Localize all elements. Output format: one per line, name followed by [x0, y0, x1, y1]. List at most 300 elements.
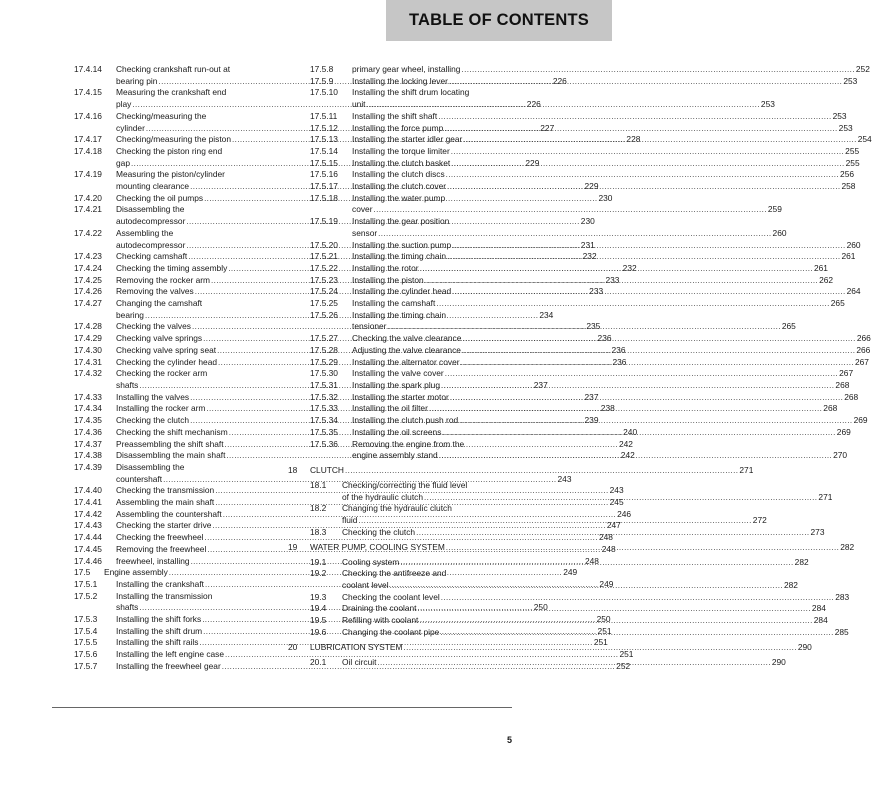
- toc-entry-text: Checking the timing assembly: [116, 262, 228, 273]
- toc-entry-page: 233: [589, 286, 604, 297]
- header-title: TABLE OF CONTENTS: [408, 11, 589, 29]
- toc-entry-text: Checking/measuring the: [116, 110, 207, 121]
- toc-entry-number: 17.4.43: [74, 520, 102, 531]
- toc-entry-line: [342, 627, 849, 639]
- toc-entry-line: [352, 380, 849, 392]
- toc-entry-line: [352, 286, 861, 298]
- toc-entry-text: WATER PUMP, COOLING SYSTEM: [310, 541, 445, 552]
- toc-entry-title: [310, 542, 854, 554]
- toc-entry-line: [352, 251, 855, 263]
- toc-entry-page: 240: [623, 426, 638, 437]
- toc-entry-number: 17.4.46: [74, 555, 102, 566]
- toc-entry-number: 17.5.28: [310, 344, 338, 355]
- toc-entry[interactable]: [288, 465, 754, 477]
- toc-entry-text: Installing the shift drum locating: [352, 87, 470, 98]
- toc-entry-number: 18.2: [310, 503, 327, 514]
- toc-entry-number: 19.2: [310, 568, 327, 579]
- toc-entry-page: 229: [584, 181, 599, 192]
- toc-entry-page: 236: [611, 344, 626, 355]
- toc-entry-title: [342, 592, 849, 604]
- toc-entry-line: [352, 439, 847, 451]
- toc-entry-line: [352, 392, 858, 404]
- toc-entry-page: 250: [596, 614, 611, 625]
- toc-entry-line: [352, 321, 796, 333]
- toc-entry-page: 268: [823, 403, 838, 414]
- toc-entry-page: 245: [609, 497, 624, 508]
- toc-entry-number: 17.5.15: [310, 157, 338, 168]
- toc-entry-text: Oil circuit: [342, 656, 377, 667]
- toc-entry-title: [352, 263, 828, 275]
- toc-entry-number: 17.4.45: [74, 543, 102, 554]
- toc-entry-number: 17.5.19: [310, 216, 338, 227]
- dot-leader: [436, 298, 829, 310]
- toc-entry-text: Draining the coolant: [342, 603, 417, 614]
- dot-leader: [452, 286, 845, 298]
- toc-entry-text: Checking the freewheel: [116, 532, 204, 543]
- toc-entry-number: 17.5.26: [310, 309, 338, 320]
- toc-entry-page: 242: [618, 438, 633, 449]
- toc-entry-line: [342, 603, 826, 615]
- toc-entry-number: 17.4.15: [74, 87, 102, 98]
- toc-entry-text: Changing the coolant pipe: [342, 626, 440, 637]
- toc-entry-line: [310, 465, 753, 477]
- toc-entry-text: Installing the clutch basket: [352, 157, 451, 168]
- toc-entry-line: [352, 123, 853, 135]
- toc-entry-page: 228: [626, 134, 641, 145]
- toc-entry-page: 258: [841, 181, 856, 192]
- toc-entry-page: 290: [797, 641, 812, 652]
- toc-entry-title: [352, 123, 853, 135]
- toc-entry-text: fluid: [342, 515, 358, 526]
- toc-entry-text: cover: [352, 204, 373, 215]
- toc-entry-text: Changing the camshaft: [116, 298, 203, 309]
- dot-leader: [387, 321, 780, 333]
- toc-entry-line: [342, 527, 824, 539]
- toc-entry-number: 17.4.40: [74, 485, 102, 496]
- dot-leader: [373, 204, 766, 216]
- toc-entry-text: Installing the crankshaft: [116, 578, 204, 589]
- toc-entry-line: [342, 557, 809, 569]
- toc-entry-line: [342, 568, 798, 580]
- toc-entry-text: Installing the starter idler gear: [352, 134, 463, 145]
- dot-leader: [462, 345, 855, 357]
- toc-entry-number: 18: [288, 465, 298, 476]
- toc-entry-page: 248: [598, 532, 613, 543]
- toc-entry-line: [352, 450, 847, 462]
- toc-entry-line: [352, 146, 859, 158]
- dot-leader: [446, 169, 839, 181]
- dot-leader: [461, 357, 854, 369]
- toc-entry-number: 17.5.31: [310, 379, 338, 390]
- toc-entry[interactable]: [74, 649, 634, 661]
- toc-entry-text: Removing the engine from the: [352, 438, 465, 449]
- dot-leader: [377, 657, 770, 669]
- toc-entry-page: 250: [533, 602, 548, 613]
- toc-entry-page: 252: [616, 660, 631, 671]
- dot-leader: [429, 403, 822, 415]
- toc-entry-line: [310, 642, 812, 654]
- toc-entry-page: 271: [818, 491, 833, 502]
- toc-entry-text: Preassembling the shift shaft: [116, 438, 224, 449]
- toc-entry-page: 246: [617, 508, 632, 519]
- toc-entry-title: [352, 403, 837, 415]
- dot-leader: [441, 592, 834, 604]
- toc-entry-text: Refilling with coolant: [342, 615, 419, 626]
- dot-leader: [390, 580, 783, 592]
- toc-entry-page: 255: [845, 145, 860, 156]
- dot-leader: [425, 275, 818, 287]
- dot-leader: [459, 415, 852, 427]
- toc-entry-page: 237: [533, 379, 548, 390]
- toc-entry-page: 282: [783, 579, 798, 590]
- toc-entry-page: 242: [620, 450, 635, 461]
- toc-entry-title: [342, 603, 826, 615]
- toc-entry-line: [352, 99, 775, 111]
- toc-entry-title: [352, 298, 845, 310]
- toc-entry-text: Installing the piston: [352, 274, 424, 285]
- toc-entry-page: 234: [539, 309, 554, 320]
- toc-entry-page: 290: [771, 656, 786, 667]
- toc-entry-title: [352, 146, 859, 158]
- toc-entry-number: 17.5.7: [74, 660, 98, 671]
- toc-entry-number: 17.4.19: [74, 169, 102, 180]
- toc-entry-number: 19: [288, 541, 298, 552]
- toc-entry[interactable]: [288, 145, 860, 158]
- toc-entry-line: [342, 492, 832, 504]
- toc-entry-number: 17.4.27: [74, 298, 102, 309]
- toc-entry-text: shafts: [116, 602, 139, 613]
- toc-entry-line: [352, 427, 851, 439]
- toc-entry-page: 267: [839, 368, 854, 379]
- toc-entry-text: Installing the torque limiter: [352, 145, 450, 156]
- toc-entry-page: 231: [580, 239, 595, 250]
- toc-entry-page: 261: [813, 262, 828, 273]
- toc-entry-text: Checking valve springs: [116, 333, 203, 344]
- toc-entry-text: Changing the hydraulic clutch: [342, 503, 452, 514]
- toc-entry-page: 253: [832, 110, 847, 121]
- toc-entry-text: Checking the oil pumps: [116, 192, 204, 203]
- toc-entry[interactable]: [74, 532, 613, 544]
- toc-entry-page: 260: [772, 227, 787, 238]
- toc-entry-text: Installing the gear position: [352, 216, 450, 227]
- toc-entry-number: 17.4.20: [74, 192, 102, 203]
- toc-entry-text: Checking camshaft: [116, 251, 188, 262]
- toc-entry-page: 243: [557, 473, 572, 484]
- dot-leader: [450, 392, 843, 404]
- toc-entry-line: [352, 345, 870, 357]
- toc-entry-title: [342, 480, 832, 503]
- toc-entry[interactable]: [288, 64, 870, 76]
- toc-entry-title: [342, 568, 798, 591]
- toc-entry-number: 17.5.25: [310, 298, 338, 309]
- toc-entry-title: [352, 368, 853, 380]
- toc-entry-number: 17.4.38: [74, 450, 102, 461]
- toc-entry-text: Checking the cylinder head: [116, 356, 218, 367]
- toc-entry-title: [352, 111, 847, 123]
- toc-entry-page: 256: [840, 169, 855, 180]
- toc-entry-text: Checking the starter drive: [116, 520, 212, 531]
- toc-entry-number: 17.5.5: [74, 637, 98, 648]
- toc-entry-page: 282: [794, 556, 809, 567]
- toc-entry[interactable]: [288, 298, 845, 310]
- toc-entry-number: 19.1: [310, 556, 327, 567]
- toc-entry-number: 18.3: [310, 526, 327, 537]
- toc-entry[interactable]: [288, 368, 854, 380]
- toc-entry-text: Installing the rocker arm: [116, 403, 206, 414]
- toc-entry-text: coolant level: [342, 579, 389, 590]
- dot-leader: [462, 333, 855, 345]
- toc-entry-page: 249: [599, 578, 614, 589]
- toc-entry-page: 238: [600, 403, 615, 414]
- toc-entry-line: [342, 592, 849, 604]
- toc-entry-page: 284: [811, 603, 826, 614]
- toc-entry-page: 272: [752, 515, 767, 526]
- dot-leader: [447, 251, 840, 263]
- footer-rule: [52, 707, 512, 708]
- toc-entry-text: Installing the camshaft: [352, 298, 436, 309]
- toc-entry-number: 17.5.35: [310, 426, 338, 437]
- toc-entry-page: 251: [619, 649, 634, 660]
- toc-entry-number: 17.4.14: [74, 64, 102, 74]
- toc-entry-text: Checking the transmission: [116, 485, 215, 496]
- toc-entry-title: [342, 615, 828, 627]
- toc-entry-page: 259: [767, 204, 782, 215]
- toc-entry-title: [310, 465, 753, 477]
- toc-entry-text: Installing the force pump: [352, 122, 444, 133]
- toc-entry-title: [352, 275, 833, 287]
- toc-entry-title: [352, 216, 787, 239]
- toc-entry-line: [342, 615, 828, 627]
- toc-entry-text: Installing the shift shaft: [352, 110, 438, 121]
- toc-entry[interactable]: [288, 169, 855, 181]
- toc-entry-number: 17.5.27: [310, 333, 338, 344]
- dot-leader: [419, 615, 812, 627]
- toc-entry-number: 17.5: [74, 567, 91, 578]
- toc-entry-number: 17.4.35: [74, 415, 102, 426]
- dot-leader: [418, 603, 811, 615]
- toc-entry-page: 284: [813, 615, 828, 626]
- dot-leader: [424, 492, 817, 504]
- toc-entry-title: [352, 181, 855, 193]
- toc-entry-page: 230: [580, 216, 595, 227]
- toc-entry-line: [352, 193, 782, 205]
- toc-entry-text: sensor: [352, 227, 378, 238]
- toc-entry-page: 269: [836, 426, 851, 437]
- toc-entry-number: 17.5.18: [310, 192, 338, 203]
- toc-entry-number: 17.5.17: [310, 181, 338, 192]
- toc-entry-text: bearing pin: [116, 75, 158, 86]
- toc-entry-text: engine assembly stand: [352, 450, 438, 461]
- toc-entry-text: Disassembling the main shaft: [116, 450, 226, 461]
- toc-entry-page: 268: [835, 379, 850, 390]
- toc-entry-number: 17.4.26: [74, 286, 102, 297]
- toc-entry-page: 226: [552, 75, 567, 86]
- toc-entry-number: 17.5.34: [310, 415, 338, 426]
- toc-entry-text: shafts: [116, 379, 139, 390]
- toc-entry-text: Adjusting the valve clearance: [352, 344, 461, 355]
- toc-entry-text: Removing the valves: [116, 286, 194, 297]
- toc-entry-title: [352, 158, 860, 170]
- toc-entry-page: 247: [606, 520, 621, 531]
- toc-entry-number: 17.5.2: [74, 590, 98, 601]
- toc-entry-line: [352, 228, 787, 240]
- toc-entry-page: 265: [830, 298, 845, 309]
- toc-entry-page: 255: [845, 157, 860, 168]
- toc-entry-number: 17.5.10: [310, 87, 338, 98]
- toc-entry-number: 17.5.32: [310, 391, 338, 402]
- toc-entry-page: 233: [605, 274, 620, 285]
- toc-entry-title: [342, 657, 786, 669]
- toc-entry-number: 17.5.23: [310, 274, 338, 285]
- toc-entry-line: [352, 158, 860, 170]
- toc-entry-text: tensioner: [352, 321, 387, 332]
- toc-entry-page: 248: [584, 555, 599, 566]
- toc-entry-text: Checking/correcting the fluid level: [342, 479, 468, 490]
- toc-entry-text: bearing: [116, 309, 144, 320]
- dot-leader: [451, 158, 844, 170]
- toc-entry-line: [342, 515, 767, 527]
- toc-entry-title: [352, 380, 849, 392]
- toc-entry-number: 19.3: [310, 591, 327, 602]
- toc-entry-title: [352, 392, 858, 404]
- toc-entry-number: 17.5.30: [310, 368, 338, 379]
- toc-entry-text: Installing the clutch discs: [352, 169, 445, 180]
- toc-entry-line: [352, 333, 871, 345]
- toc-entry-number: 17.5.1: [74, 578, 98, 589]
- toc-entry-text: Disassembling the: [116, 461, 185, 472]
- toc-entry-title: [352, 333, 871, 345]
- toc-entry-number: 19.4: [310, 603, 327, 614]
- toc-entry-page: 243: [609, 485, 624, 496]
- toc-entry-title: [310, 642, 812, 654]
- toc-entry-page: 282: [840, 541, 855, 552]
- toc-entry-text: Installing the shift drum: [116, 625, 203, 636]
- toc-entry-page: 236: [612, 356, 627, 367]
- toc-entry-page: 251: [593, 637, 608, 648]
- toc-entry-page: 251: [597, 625, 612, 636]
- toc-entry[interactable]: [288, 110, 847, 123]
- toc-entry-title: [342, 503, 767, 526]
- toc-entry-page: 271: [739, 465, 754, 476]
- toc-entry-line: [352, 87, 775, 99]
- toc-entry-text: autodecompressor: [116, 216, 186, 227]
- toc-entry-text: mounting clearance: [116, 181, 190, 192]
- toc-entry-number: 17.5.36: [310, 438, 338, 449]
- toc-entry-title: [352, 76, 857, 88]
- toc-entry-number: 17.4.25: [74, 274, 102, 285]
- toc-entry-line: [342, 657, 786, 669]
- toc-entry-text: Checking crankshaft run-out at: [116, 64, 231, 74]
- toc-entry-title: [352, 439, 847, 462]
- toc-entry-number: 17.5.29: [310, 356, 338, 367]
- toc-entry-text: Installing the cylinder head: [352, 286, 452, 297]
- toc-entry-text: Checking the valve clearance: [352, 333, 462, 344]
- toc-entry-text: LUBRICATION SYSTEM: [310, 641, 403, 652]
- toc-entry-text: play: [116, 99, 132, 110]
- toc-entry-title: [352, 286, 861, 298]
- toc-entry-text: Installing the timing chain: [352, 251, 447, 262]
- toc-entry-text: Checking/measuring the piston: [116, 134, 231, 145]
- dot-leader: [444, 123, 837, 135]
- toc-entry-page: 253: [838, 122, 853, 133]
- toc-entry-text: Installing the valve cover: [352, 368, 444, 379]
- toc-entry-number: 17.4.16: [74, 110, 102, 121]
- toc-entry-page: 254: [857, 134, 872, 145]
- toc-entry-text: Checking the valves: [116, 321, 191, 332]
- toc-entry-page: 249: [563, 567, 578, 578]
- toc-entry-text: Checking the shift mechanism: [116, 426, 228, 437]
- toc-entry-number: 17.4.18: [74, 145, 102, 156]
- dot-leader: [345, 465, 738, 477]
- toc-entry-text: Checking the clutch: [342, 526, 416, 537]
- toc-entry-text: Removing the rocker arm: [116, 274, 211, 285]
- toc-entry-number: 17.5.33: [310, 403, 338, 414]
- toc-entry-number: 17.4.41: [74, 497, 102, 508]
- toc-entry-page: 236: [597, 333, 612, 344]
- toc-entry-line: [310, 542, 854, 554]
- toc-entry-page: 266: [856, 344, 871, 355]
- toc-entry-page: 261: [841, 251, 856, 262]
- toc-entry-number: 17.4.37: [74, 438, 102, 449]
- toc-entry-title: [352, 345, 870, 357]
- dot-leader: [463, 134, 856, 146]
- toc-entry-page: 226: [526, 99, 541, 110]
- dot-leader: [420, 263, 813, 275]
- toc-entry-page: 264: [846, 286, 861, 297]
- toc-entry-line: [352, 310, 796, 322]
- toc-entry-number: 18.1: [310, 479, 327, 490]
- toc-entry-number: 19.5: [310, 615, 327, 626]
- toc-entry-number: 17.4.24: [74, 262, 102, 273]
- toc-entry-text: Installing the clutch cover: [352, 181, 447, 192]
- toc-entry-page: 260: [846, 239, 861, 250]
- toc-entry-number: 17.4.44: [74, 532, 102, 543]
- toc-entry-text: unit: [352, 99, 366, 110]
- dot-leader: [461, 64, 854, 76]
- toc-entry-line: [352, 76, 857, 88]
- page-number: 5: [506, 735, 512, 745]
- toc-entry-text: Installing the shift forks: [116, 614, 202, 625]
- toc-entry-number: 17.5.3: [74, 614, 98, 625]
- toc-entry-page: 232: [622, 262, 637, 273]
- toc-entry-number: 17.5.24: [310, 286, 338, 297]
- toc-entry-line: [352, 240, 861, 252]
- dot-leader: [451, 146, 844, 158]
- toc-entry-number: 17.5.6: [74, 649, 98, 660]
- toc-entry-number: 17.4.28: [74, 321, 102, 332]
- toc-entry-number: 17.4.21: [74, 204, 102, 215]
- toc-entry-number: 17.5.21: [310, 251, 338, 262]
- toc-entry-title: [352, 87, 775, 110]
- toc-entry[interactable]: [288, 591, 850, 604]
- toc-entry-text: Disassembling the: [116, 204, 185, 215]
- toc-entry-text: Measuring the piston/cylinder: [116, 169, 225, 180]
- toc-entry-page: 268: [844, 391, 859, 402]
- toc-entry-number: 17.4.23: [74, 251, 102, 262]
- toc-entry-text: Assembling the countershaft: [116, 508, 222, 519]
- toc-entry-line: [352, 216, 787, 228]
- toc-entry-page: 269: [853, 415, 868, 426]
- toc-entry-number: 17.5.16: [310, 169, 338, 180]
- toc-entry-page: 270: [833, 450, 848, 461]
- toc-entry-line: [342, 503, 767, 515]
- dot-leader: [447, 181, 840, 193]
- toc-entry-title: [352, 427, 851, 439]
- toc-entry-number: 17.4.17: [74, 134, 102, 145]
- toc-entry-line: [352, 204, 782, 216]
- toc-entry-text: Installing the locking lever: [352, 75, 448, 86]
- toc-entry-line: [352, 111, 847, 123]
